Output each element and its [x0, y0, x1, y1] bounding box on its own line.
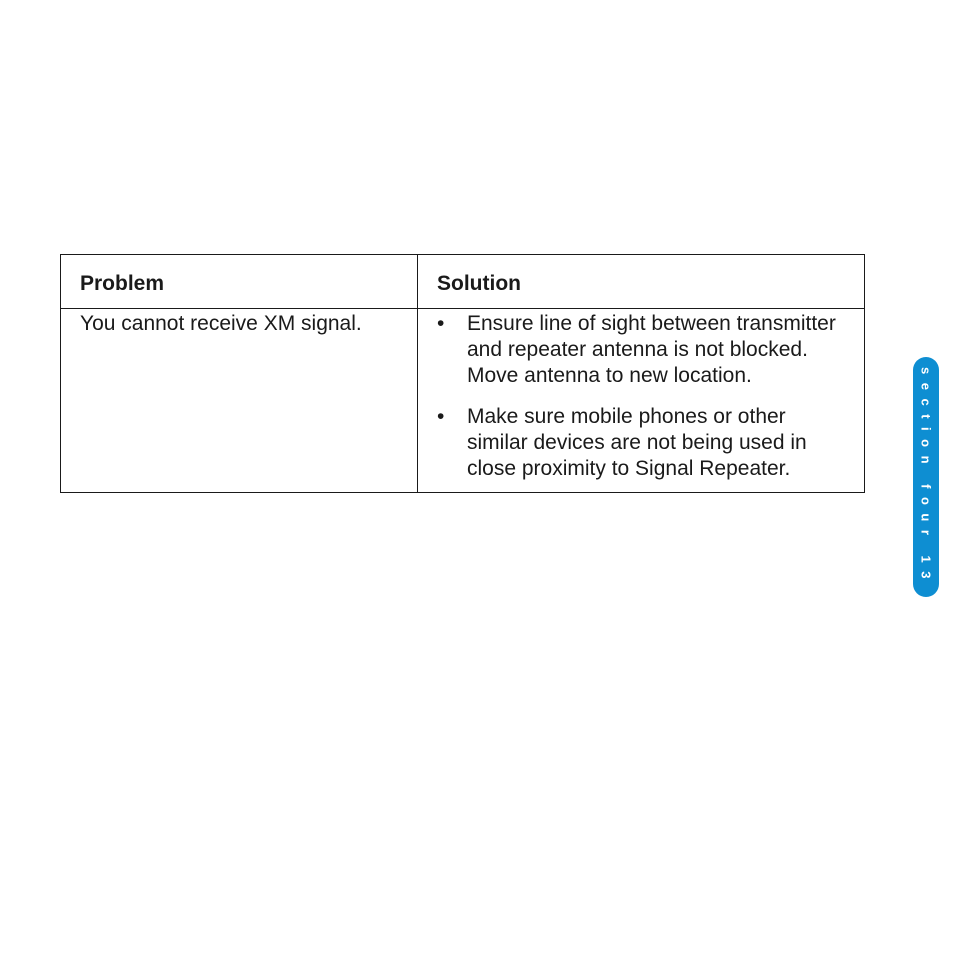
solution-item	[437, 311, 845, 389]
problem-column-header: Problem	[61, 255, 418, 309]
table-row	[61, 309, 865, 493]
bullet-icon: •	[437, 405, 445, 428]
solution-cell	[418, 309, 865, 493]
bullet-icon: •	[437, 312, 445, 335]
solution-column-header: Solution	[418, 255, 865, 309]
table-header-row	[61, 255, 865, 309]
problem-cell: You cannot receive XM signal.	[61, 309, 418, 493]
solution-text: Make sure mobile phones or other similar devices are not being used in close proximity to Signal Repeater.	[467, 405, 807, 480]
solution-text: Ensure line of sight between transmitter and repeater antenna is not blocked. Move antenna to new location.	[467, 312, 836, 387]
solution-list	[437, 311, 845, 482]
troubleshooting-table	[60, 254, 865, 493]
section-tab-label: section four 13	[918, 367, 934, 587]
section-tab	[913, 357, 939, 597]
solution-item	[437, 404, 845, 482]
